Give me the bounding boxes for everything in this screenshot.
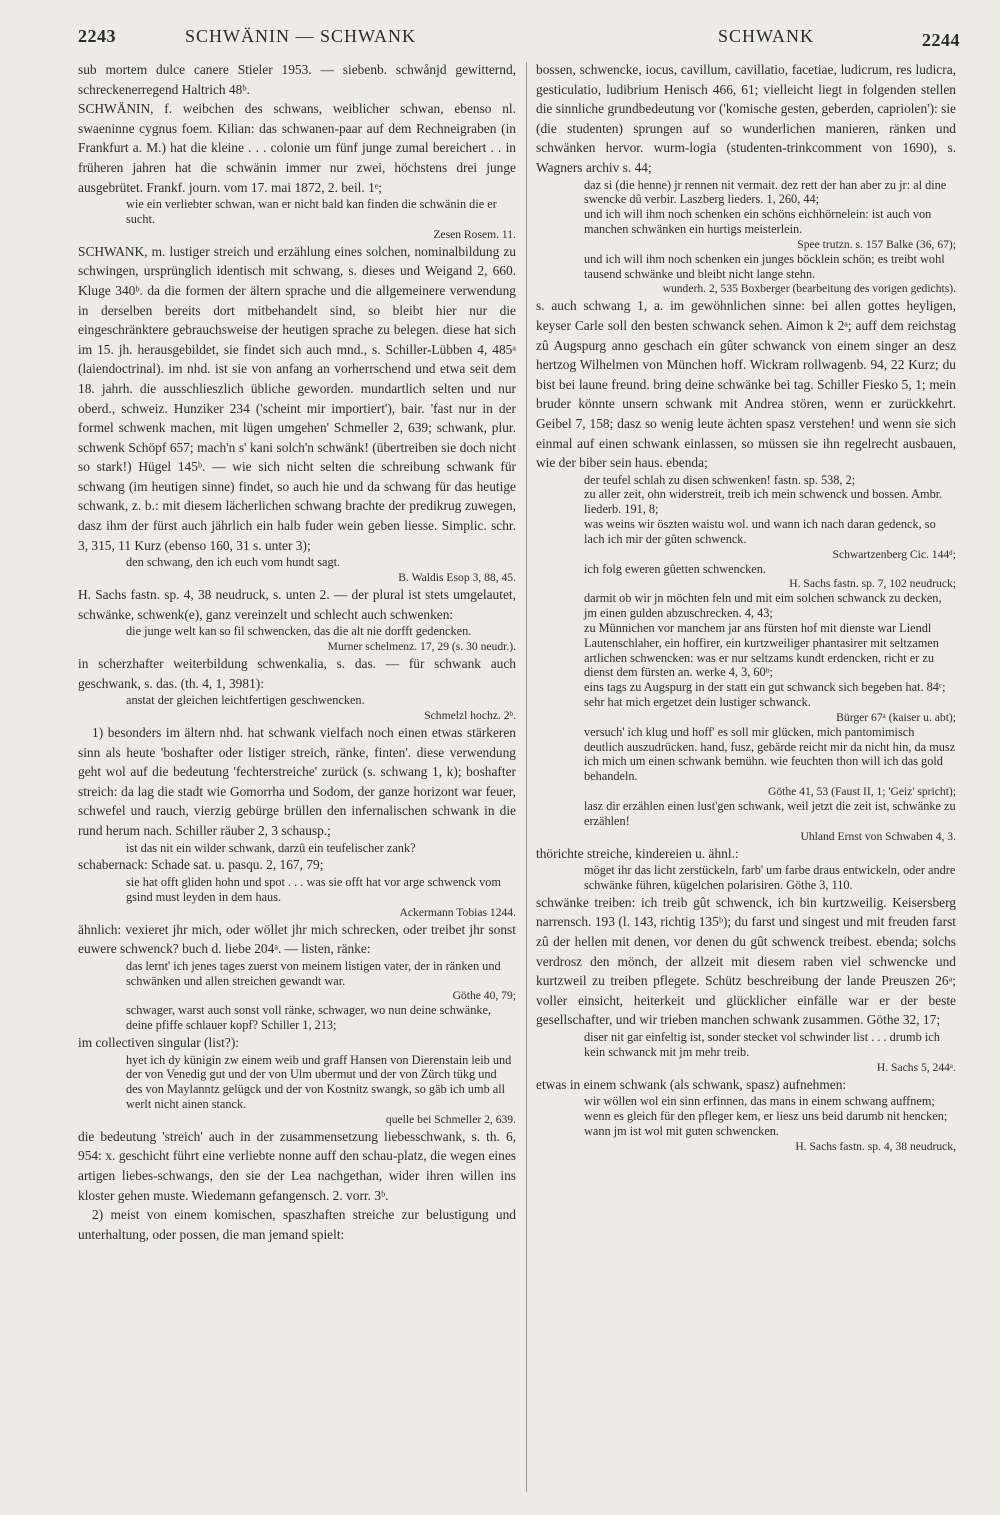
paragraph: schabernack: Schade sat. u. pasqu. 2, 167, 79;: [78, 857, 324, 873]
left-column: [78, 60, 516, 1500]
page-header: [0, 20, 1000, 50]
source-citation: H. Sachs fastn. sp. 7, 102 neudruck;: [789, 577, 956, 591]
source-citation: quelle bei Schmeller 2, 639.: [385, 1112, 516, 1126]
paragraph: etwas in einem schwank (als schwank, spasz) aufnehmen:: [536, 1076, 847, 1092]
quotation: diser nit gar einfeltig ist, sonder stecket vol schwinder list . . . drumb ich kein schwanck mit jm mehr treib.: [584, 1029, 940, 1059]
source-citation: Zesen Rosem. 11.: [433, 227, 516, 241]
paragraph: bossen, schwencke, iocus, cavillum, cavillatio, facetiae, ludicrum, res ludicra, gesticulatio, ludibrium Henisch 466, 61; vielleicht liegt in folgenden stellen die sinnliche grundbedeutung vor ('komische gesten, geberden, capriolen'): sie (die studenten) sprungen auf so wunderlichen manieren, ränken und schwänken hervor. wurm-logia (studenten-trinkcomment von 1690), s. Wagners archiv s. 44;: [536, 62, 956, 175]
quotation: was weins wir öszten waistu wol. und wann ich nach daran gedenck, so lach ich mir der gûten schwenck.: [584, 517, 936, 546]
paragraph: schwänke treiben: ich treib gût schwenck, ich bin kurtzweilig. Keisersberg narrensch. 193 (l. 143, richtig 135ᵇ); du farst und singest und mit freuden farst zû der hellen mit denen, vor denen du gût schwenck treibest. ebenda; solchs verdrosz den mönch, der allzeit mit diesem raben viel schwencke und kurtzweil zu treiben pflegete. Schütz beschreibung der lande Preuszen 26ᵃ; voller einsicht, heiterkeit und glücklicher einfälle war er der beste gesellschafter, und wir trieben manchen schwank zusammen. Göthe 32, 17;: [536, 894, 956, 1028]
quotation: lasz dir erzählen einen lust'gen schwank, weil jetzt die zeit ist, schwänke zu erzählen!: [584, 799, 956, 828]
quotation: darmit ob wir jn möchten feln und mit eim solchen schwanck zu decken, jm einen gulden abzuschrecken. 4, 43;: [584, 591, 942, 621]
quotation: ist das nit ein wilder schwank, darzû ein teufelischer zank?: [126, 840, 416, 855]
quotation: und ich will ihm noch schenken ein schöns eichhörnelein: ist auch von manchen schwänken ein hurtigs meisterlein.: [584, 207, 932, 236]
source-citation: B. Waldis Esop 3, 88, 45.: [398, 571, 516, 585]
running-head-right: SCHWANK: [718, 26, 815, 46]
quotation: ich folg eweren gûetten schwencken.: [584, 561, 766, 576]
quotation: das lernt' ich jenes tages zuerst von meinem listigen vater, der in ränken und schwänken und allen streichen gewandt war.: [126, 958, 501, 988]
quotation: den schwang, den ich euch vom hundt sagt.: [126, 555, 341, 570]
source-citation: Murner schelmenz. 17, 29 (s. 30 neudr.).: [327, 640, 516, 654]
quotation: der teufel schlah zu disen schwenken! fastn. sp. 538, 2;: [584, 472, 856, 487]
paragraph: thörichte streiche, kindereien u. ähnl.:: [536, 845, 739, 861]
paragraph: H. Sachs fastn. sp. 4, 38 neudruck, s. unten 2. — der plural ist stets umgelautet, schwänke, schwenk(e), ganz vereinzelt und schlecht auch schwenken:: [78, 587, 516, 622]
quotation: anstat der gleichen leichtfertigen geschwencken.: [126, 693, 365, 708]
paragraph: im collectiven singular (list?):: [78, 1034, 240, 1050]
source-citation: Ackermann Tobias 1244.: [399, 905, 516, 919]
quotation: daz si (die henne) jr rennen nit vermait. dez rett der han aber zu jr: al dine swencke dû verbir. Laszberg lieders. 1, 260, 44;: [584, 177, 947, 207]
source-citation: Schwartzenberg Cic. 144ᵈ;: [832, 547, 956, 561]
quotation: möget ihr das licht zerstückeln, farb' um farbe draus entwickeln, oder andre schwänke führen, kügelchen polarisiren. Göthe 3, 110.: [584, 863, 956, 893]
dictionary-entry: SCHWANK, m. lustiger streich und erzählung eines solchen, nominalbildung zu schwingen, ursprünglich identisch mit schwang, s. dieses und Weigand 2, 660. Kluge 340ᵇ. da die formen der ältern sprache und die allgemeinere verwendung in derselben bereits dort mitbehandelt sind, so bleibt hier nur die eingeschränktere gebrauchsweise der heutigen sprache zu belegen. diese hat sich im 15. jh. herausgebildet, sie findet sich auch mnd., s. Schiller-Lübben 4, 485ᵃ (laiendoctrinal). im nhd. ist sie von anfang an vorherrschend und etwa seit dem 18. jahrh. die ausschlieszlich übliche geworden. mundartlich selten und nur oberd., schweiz. Hunziker 234 ('scheint mir importiert'), bair. 'fast nur in der formel schwenk machen, mit lügen umgehen' Schmeller 2, 639; schwank, plur. schwenk Schöpf 657; mach'n s' kani solch'n schwänk! (übertreiben sie doch nicht so stark!) Hügel 145ᵇ. — wie sich nicht selten die schreibung schwank für schwang (im heutigen sinne) findet, so auch hie und da schwang für das heutige schwank, z. b.: mit diesem lächerlichen schwang brachte der predikrug zuwegen, dasz ihm der fürst auch jährlich ein halb fuder wein geben liesse. Simplic. schr. 3, 315, 11 Kurz (ebenso 160, 31 s. unter 3);: [78, 243, 516, 553]
source-citation: H. Sachs fastn. sp. 4, 38 neudruck,: [795, 1139, 956, 1153]
paragraph: s. auch schwang 1, a. im gewöhnlichen sinne: bei allen gottes heyligen, keyser Carle soll den besten schwanck sehen. Aimon k 2ᵃ; auff dem reichstag zû Augspurg anno geschach ein gûter schwanck von einem singer an desz hertzog Wilhelmen von München hoff. Wickram rollwagenb. 94, 22 Kurz; du bist bei laune freund. bring deine schwänke bei tag. Schiller Fiesko 5, 1; mein bruder könnte unsern schwank mit Andrea stören, wenn er zurückkehrt. Geibel 7, 158; dasz so wenig leute ächten spasz verstehen! und wenn sie sich einmal auf einen schwank einlassen, so müssen sie ihn regelrecht ausbauen, wie der biber sein haus. ebenda;: [536, 298, 956, 471]
paragraph: in scherzhafter weiterbildung schwenkalia, s. das. — für schwank auch geschwank, s. das. (th. 4, 1, 3981):: [78, 656, 516, 691]
quotation: wie ein verliebter schwan, wan er nicht bald kan finden die schwänin die er sucht.: [126, 197, 497, 226]
quotation: eins tags zu Augspurg in der statt ein gut schwanck sich begeben hat. 84ᶜ;: [584, 680, 946, 695]
running-head-left: SCHWÄNIN — SCHWANK: [185, 26, 417, 46]
source-citation: Schmelzl hochz. 2ᵇ.: [424, 709, 516, 723]
paragraph: ähnlich: vexieret jhr mich, oder wöllet jhr mich schrecken, oder treibet jhr sonst euwere schwenck? buch d. liebe 204ᵃ. — listen, ränke:: [78, 921, 516, 957]
quotation: wir wöllen wol ein sinn erfinnen, das mans in einem schwang auffnem; wenn es gleich für den pfleger kem, er liesz uns beid darumb nit hencken; wann jm ist wol mit guten schwencken.: [584, 1094, 948, 1138]
quotation: zu Münnichen vor manchem jar ans fürsten hof mit dienste war Liendl Lautenschlaher, ein hoffirer, ein kurtzweiliger phantasirer mit seltzamen artlichen schwencken: was er nur seltzams kundt erdencken, richt er zu dienst dem fürsten an. werke 4, 3, 60ᵇ;: [584, 621, 939, 680]
quotation: versuch' ich klug und hoff' es soll mir glücken, mich pantomimisch deutlich auszudrücken. hand, fusz, gebärde reicht mir da nicht hin, da musz ich mich um einen schwank bemühn. wie feuchten thon will ich das gold behandeln.: [584, 724, 956, 784]
paragraph: die bedeutung 'streich' auch in der zusammensetzung liebesschwank, s. th. 6, 954: x. geschicht führt eine verliebte nonne auff den schau-platz, die wegen eines artigen liebes-schwangs, den sie der Lea nachgethan, wider ihren willen ins kloster gehen muste. Wiedemann gefangensch. 2. vorr. 3ᵇ.: [78, 1128, 516, 1203]
quotation: sehr hat mich ergetzet dein lustiger schwanck.: [584, 695, 811, 710]
source-citation: Spee trutzn. s. 157 Balke (36, 67);: [797, 237, 956, 251]
source-citation: Uhland Ernst von Schwaben 4, 3.: [800, 829, 956, 843]
dictionary-entry: SCHWÄNIN, f. weibchen des schwans, weiblicher schwan, ebenso nl. swaeninne cygnus foem. Kilian: das schwanen-paar auf dem Rechneigraben (in Frankfurt a. M.) hat die kleine . . . colonie um fünf junge zumal bereichert . . in früheren jahren hat die schwänin immer nur zwei, höchstens drei junge ausgebrütet. Frankf. journ. vom 17. mai 1872, 2. beil. 1ᵉ;: [78, 101, 516, 195]
quotation: und ich will ihm noch schenken ein junges böcklein schön; es treibt wohl tausend schwänke und bleibt nicht lange stehn.: [584, 251, 945, 281]
quotation: schwager, warst auch sonst voll ränke, schwager, wo nun deine schwänke, deine pfiffe schlauer kopf? Schiller 1, 213;: [126, 1003, 492, 1033]
source-citation: Bürger 67ᵃ (kaiser u. abt);: [836, 710, 956, 724]
quotation: die junge welt kan so fil schwencken, das die alt nie dorfft gedencken.: [126, 624, 472, 639]
paragraph: 2) meist von einem komischen, spaszhaften streiche zur belustigung und unterhaltung, oder possen, die man jemand spielt:: [78, 1207, 516, 1242]
source-citation: H. Sachs 5, 244ᵃ.: [876, 1060, 956, 1074]
source-citation: wunderh. 2, 535 Boxberger (bearbeitung des vorigen gedichts).: [662, 282, 956, 296]
page-number-left: 2243: [78, 26, 116, 46]
source-citation: Göthe 41, 53 (Faust II, 1; 'Geiz' spricht);: [767, 785, 956, 799]
page-number-right: 2244: [922, 30, 960, 50]
column-divider: [526, 62, 527, 1492]
quotation: zu aller zeit, ohn widerstreit, treib ich mein schwenck und bossen. Ambr. liederb. 191, 8;: [584, 487, 943, 517]
right-column: [536, 60, 956, 1500]
quotation: sie hat offt gliden hohn und spot . . . was sie offt hat vor arge schwenck vom gsind must leyden in dem haus.: [126, 874, 501, 904]
paragraph: sub mortem dulce canere Stieler 1953. — siebenb. schwånjd gewitternd, schreckenerregend Haltrich 48ᵇ.: [78, 62, 516, 97]
source-citation: Göthe 40, 79;: [452, 989, 516, 1003]
paragraph: 1) besonders im ältern nhd. hat schwank vielfach noch einen etwas stärkeren sinn als heute 'boshafter oder listiger streich, ränke, finten'. diese verwendung geht wol auf die bedeutung 'fechterstreiche' zurück (s. schwang 1, k); boshafter streich: da lag die stadt wie Gomorrha und Sodom, der ganze horizont war feuer, schwefel und rauch, vierzig gebürge brüllen den infernalischen schwank in die rund herum nach. Schiller räuber 2, 3 schausp.;: [78, 725, 516, 838]
quotation: hyet ich dy künigin zw einem weib und graff Hansen von Dierenstain leib und der von Venedig gut und der von Ulm ubermut und der von Zürch tükg und des von Maylanntz gelügck und der von Kostnitz swangk, so gäb ich umb all werlt nicht ainen stanck.: [126, 1052, 512, 1111]
